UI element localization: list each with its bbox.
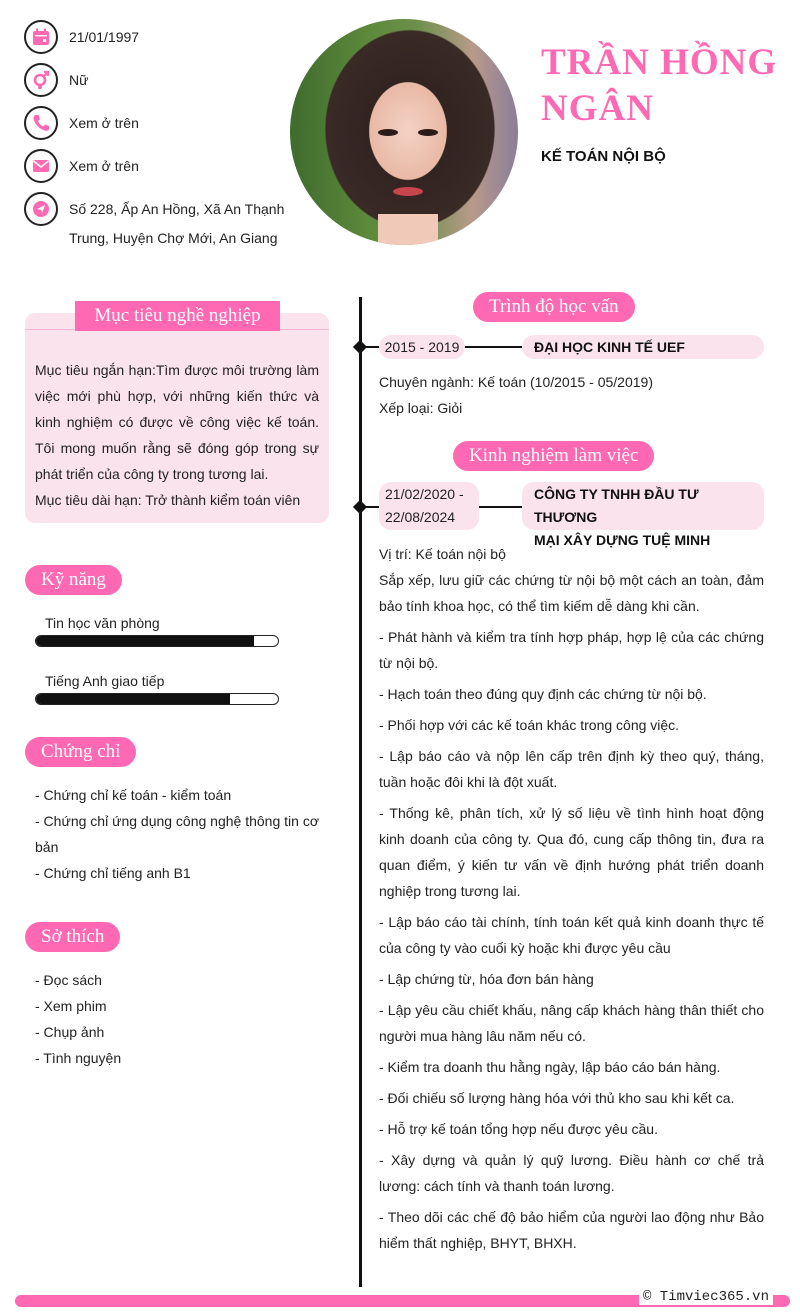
- education-rank: Xếp loại: Giỏi: [379, 400, 463, 416]
- education-major: Chuyên ngành: Kế toán (10/2015 - 05/2019): [379, 374, 653, 390]
- hobbies-title: Sở thích: [25, 922, 120, 952]
- duty-item: - Xây dựng và quản lý quỹ lương. Điều hành cơ chế trả lương: cách tính và thanh toán lương.: [379, 1152, 764, 1194]
- calendar-icon: [24, 20, 58, 54]
- education-title: Trình độ học vấn: [473, 292, 635, 322]
- experience-period-end: 22/08/2024: [385, 509, 456, 525]
- contact-email: [24, 149, 294, 183]
- education-school: ĐẠI HỌC KINH TẾ UEF: [522, 335, 764, 359]
- goal-text: [35, 357, 319, 513]
- certificate-item: - Chứng chỉ ứng dụng công nghệ thông tin cơ bản: [35, 813, 319, 855]
- skill-name-1: Tin học văn phòng: [45, 615, 160, 631]
- certificate-item: - Chứng chỉ kế toán - kiểm toán: [35, 787, 232, 803]
- avatar-eye-left: [378, 129, 398, 136]
- duty-item: - Thống kê, phân tích, xử lý số liệu về tình hình hoạt động kinh doanh của công ty. Qua đó, cung cấp thông tin, đưa ra quan điểm, ý kiến tư vấn về định hướng phát triển doanh nghiệp trong tương lai.: [379, 805, 764, 899]
- duty-item: - Lập báo cáo tài chính, tính toán kết quả kinh doanh thực tế của công ty vào cuối kỳ hoặc khi được yêu cầu: [379, 914, 764, 956]
- experience-position: Vị trí: Kế toán nội bộ: [379, 546, 506, 562]
- hobby-item: - Tình nguyện: [35, 1050, 122, 1066]
- email-icon: [24, 149, 58, 183]
- phone-text: Xem ở trên: [69, 115, 139, 131]
- skill-fill-2: [36, 694, 230, 704]
- skill-bar-2: [35, 693, 279, 705]
- address-text: [69, 192, 284, 253]
- duty-item: - Hạch toán theo đúng quy định các chứng từ nội bộ.: [379, 686, 707, 702]
- contact-gender: [24, 63, 294, 97]
- candidate-name: TRẦN HỒNG NGÂN: [541, 42, 778, 129]
- duty-item: - Hỗ trợ kế toán tổng hợp nếu được yêu cầu.: [379, 1121, 658, 1137]
- address-line-2: Trung, Huyện Chợ Mới, An Giang: [69, 230, 278, 246]
- skill-bar-1: [35, 635, 279, 647]
- experience-company: [522, 482, 764, 548]
- company-line-2: MẠI XÂY DỰNG TUỆ MINH: [534, 532, 711, 548]
- hobby-item: - Đọc sách: [35, 972, 102, 988]
- goal-title: Mục tiêu nghề nghiệp: [75, 301, 280, 331]
- certificates-title: Chứng chỉ: [25, 737, 136, 767]
- certificates-list: [35, 782, 325, 886]
- skill-fill-1: [36, 636, 254, 646]
- goal-long-term: Mục tiêu dài hạn: Trở thành kiểm toán viên: [35, 492, 301, 508]
- timeline-line: [359, 297, 362, 1287]
- duty-item: - Lập chứng từ, hóa đơn bán hàng: [379, 971, 594, 987]
- duty-item: - Phát hành và kiểm tra tính hợp pháp, hợp lệ của các chứng từ nội bộ.: [379, 629, 764, 671]
- education-period: 2015 - 2019: [379, 335, 465, 359]
- hobbies-list: [35, 967, 325, 1071]
- avatar-eye-right: [418, 129, 438, 136]
- hobby-item: - Chụp ảnh: [35, 1024, 105, 1040]
- candidate-role: KẾ TOÁN NỘI BỘ: [541, 148, 666, 165]
- duty-item: Sắp xếp, lưu giữ các chứng từ nội bộ một cách an toàn, đảm bảo tính khoa học, có thể tìm kiếm dễ dàng khi cần.: [379, 572, 764, 614]
- avatar: [290, 19, 518, 245]
- avatar-neck: [378, 214, 438, 245]
- contact-list: [24, 20, 294, 262]
- footer-watermark: © Timviec365.vn: [639, 1289, 773, 1305]
- duty-item: - Kiểm tra doanh thu hằng ngày, lập báo cáo bán hàng.: [379, 1059, 721, 1075]
- company-line-1: CÔNG TY TNHH ĐẦU TƯ THƯƠNG: [534, 486, 699, 525]
- birthday-text: 21/01/1997: [69, 29, 140, 45]
- phone-icon: [24, 106, 58, 140]
- experience-period: [379, 482, 479, 530]
- duty-item: - Đối chiếu số lượng hàng hóa với thủ kho sau khi kết ca.: [379, 1090, 735, 1106]
- contact-address: [24, 192, 294, 253]
- duty-item: - Lập báo cáo và nộp lên cấp trên định kỳ theo quý, tháng, tuần hoặc đôi khi là đột xuất.: [379, 748, 764, 790]
- contact-phone: [24, 106, 294, 140]
- duty-item: - Phối hợp với các kế toán khác trong công việc.: [379, 717, 680, 733]
- hobby-item: - Xem phim: [35, 998, 107, 1014]
- skills-title: Kỹ năng: [25, 565, 122, 595]
- certificate-item: - Chứng chỉ tiếng anh B1: [35, 865, 191, 881]
- experience-details: [379, 541, 764, 1261]
- goal-short-term: Mục tiêu ngắn hạn:Tìm được môi trường làm việc mới phù hợp, với những kiến thức và kinh nghiệm có được về công việc kế toán. Tôi mong muốn rằng sẽ đóng góp trong sự phát triển của công ty trong tương lai.: [35, 362, 319, 482]
- email-text: Xem ở trên: [69, 158, 139, 174]
- duty-item: - Lập yêu cầu chiết khấu, nâng cấp khách hàng thân thiết cho người mua hàng lâu năm nếu có.: [379, 1002, 764, 1044]
- avatar-mouth: [393, 187, 423, 196]
- address-line-1: Số 228, Ấp An Hồng, Xã An Thạnh: [69, 201, 285, 217]
- experience-title: Kinh nghiệm làm việc: [453, 441, 654, 471]
- gender-text: Nữ: [69, 72, 89, 88]
- experience-period-start: 21/02/2020 -: [385, 486, 464, 502]
- gender-icon: [24, 63, 58, 97]
- education-details: [379, 369, 764, 421]
- skill-name-2: Tiếng Anh giao tiếp: [45, 673, 165, 689]
- location-icon: [24, 192, 58, 226]
- contact-birthday: [24, 20, 294, 54]
- duty-item: - Theo dõi các chế độ bảo hiểm của người lao động như Bảo hiểm thất nghiệp, BHYT, BHXH.: [379, 1209, 764, 1251]
